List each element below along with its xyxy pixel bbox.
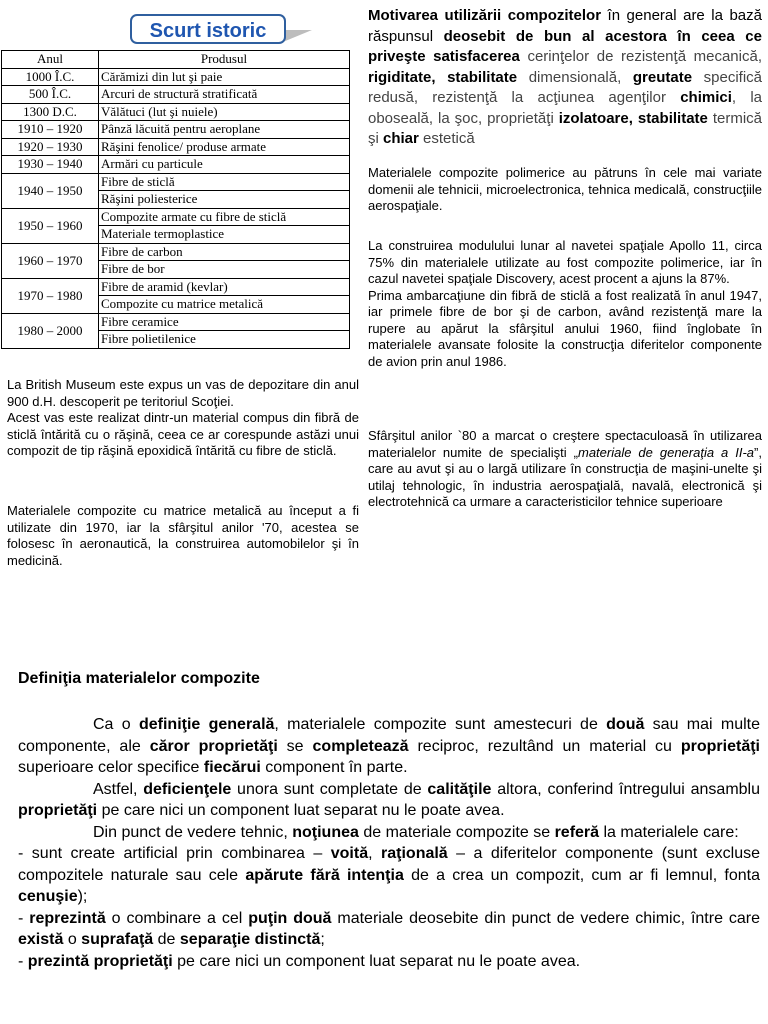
product-cell: Compozite armate cu fibre de sticlă (99, 208, 350, 226)
year-cell: 1930 – 1940 (2, 156, 99, 174)
apollo-paragraph: La construirea modulului lunar al navetei spaţiale Apollo 11, circa 75% din materialele utilizate au fost compozite polimerice, iar în cazul navetei spaţiale Discovery, acest procent a ajuns la 87%. Prima ambarcaţiune din fibră de sticlă a fost realizată în anul 1947, iar primele fibre de bor şi de carbon, având rezistenţă mare la rupere au apărut la sfârşitul anului 1960, fiind înglobate în materialele avansate folosite la construcţia diferitelor componente de avion prin anul 1986. (368, 238, 762, 369)
bold-term: apărute fără intenţia (245, 866, 404, 884)
text-segment: sau mai multe componente, ale (18, 716, 760, 755)
text-segment: de a crea un compozit, cum ar fi lemnul, fonta (403, 866, 761, 884)
text-segment: o combinare a cel (105, 909, 249, 927)
definition-list-item-1 (18, 843, 760, 908)
product-cell: Cărămizi din lut şi paie (99, 68, 350, 86)
text-segment: superioare celor specifice (18, 759, 204, 776)
bold-term: separaţie distinctă (179, 931, 321, 948)
product-cell: Materiale termoplastice (99, 226, 350, 244)
definition-list-item-2 (18, 908, 760, 951)
text-segment: , materialele compozite sunt amestecuri de (274, 716, 607, 733)
text-segment: altora, conferind întregului ansamblu (491, 780, 761, 798)
product-cell: Vălătuci (lut şi nuiele) (99, 103, 350, 121)
product-cell: Răşini fenolice/ produse armate (99, 138, 350, 156)
table-row (2, 86, 350, 104)
left-text-block-1 (7, 377, 359, 460)
table-row (2, 103, 350, 121)
text-segment: - (18, 909, 30, 927)
year-cell: 1940 – 1950 (2, 173, 99, 208)
bold-term: proprietăţi (18, 802, 98, 819)
eighties-paragraph: Sfârşitul anilor `80 a marcat o creştere spectaculoasă în utilizarea materialelor numite de specialişti „materiale de generaţia a II-a”, care au avut şi au o largă utilizare în construcţia de maşini-unelte şi utilaj tehnologic, în industria aerospaţială, navală, electronică şi electrotehnică ca urmare a caracteristicilor tehnice superioare (368, 428, 762, 509)
product-cell: Fibre de carbon (99, 243, 350, 261)
table-row (2, 208, 350, 226)
text-segment: – a diferitelor componente (sunt excluse compozitele naturale sau cele (18, 845, 761, 884)
history-table (1, 50, 350, 349)
left-text-block-2 (7, 503, 359, 569)
table-row (2, 278, 350, 296)
text-segment: la materialele care: (599, 823, 739, 841)
table-row (2, 173, 350, 191)
product-cell: Armări cu particule (99, 156, 350, 174)
column-header-product: Produsul (99, 51, 350, 69)
column-header-year: Anul (2, 51, 99, 69)
bold-term: reprezintă (29, 909, 106, 927)
year-cell: 500 Î.C. (2, 86, 99, 104)
text-segment: reciproc, rezultând un material cu (408, 737, 681, 755)
museum-paragraph: La British Museum este expus un vas de depozitare din anul 900 d.H. descoperit pe teritoriul Scoţiei. (7, 377, 359, 409)
text-segment: ); (77, 888, 88, 905)
polymer-paragraph: Materialele compozite polimerice au pătruns în cele mai variate domenii ale tehnicii, microelectronica, tehnica medicală, construcţiile aerospaţiale. (368, 165, 762, 213)
product-cell: Fibre ceramice (99, 313, 350, 331)
table-row (2, 243, 350, 261)
text-segment: component în parte. (260, 759, 408, 776)
table-header-row (2, 51, 350, 69)
text-segment: Din punct de vedere tehnic, (93, 823, 293, 841)
text-segment: se (277, 737, 313, 755)
text-segment: de materiale compozite se (358, 823, 555, 841)
section-banner (130, 14, 320, 48)
motivation-paragraph: Motivarea utilizării compozitelor în general are la bază răspunsul deosebit de bun al acestora în ceea ce priveşte satisfacerea cerinţelor de rezistenţă mecanică, rigiditate, stabilitate dimensională, greutate specifică redusă, rezistenţă la acţiunea agenţilor chimici, la oboseală, la şoc, proprietăţi izolatoare, stabilitate termică şi chiar estetică (368, 7, 762, 147)
text-segment: Ca o (93, 716, 139, 733)
vessel-paragraph: Acest vas este realizat dintr-un material compus din fibră de sticlă întărită cu o răşină, ceea ce ar corespunde astăzi unui compozit de tip răşină epoxidică întărită cu fibre de sticlă. (7, 410, 359, 458)
definition-paragraph-3 (18, 822, 760, 844)
product-cell: Fibre de aramid (kevlar) (99, 278, 350, 296)
product-cell: Fibre de bor (99, 261, 350, 279)
text-segment: materiale deosebite din punct de vedere chimic, între care (331, 909, 760, 927)
metal-matrix-paragraph: Materialele compozite cu matrice metalică au început a fi utilizate din 1970, iar la sfârşitul anilor '70, acestea se folosesc în aeronautică, la construirea automobilelor şi în medicină. (7, 503, 359, 568)
banner-title: Scurt istoric (130, 14, 286, 44)
bold-term: suprafaţă (81, 931, 154, 948)
bold-term: proprietăţi (680, 737, 760, 755)
bold-term: prezintă proprietăţi (27, 952, 173, 970)
text-segment: pe care nici un component luat separat nu le poate avea. (97, 802, 505, 819)
year-cell: 1960 – 1970 (2, 243, 99, 278)
bold-term: voită (330, 845, 369, 862)
text-segment: unora sunt completate de (231, 780, 428, 798)
definition-paragraph-1 (18, 714, 760, 779)
product-cell: Fibre de sticlă (99, 173, 350, 191)
bold-term: două (606, 716, 645, 733)
text-segment: - (18, 952, 28, 970)
definition-heading: Definiţia materialelor compozite (18, 670, 260, 687)
product-cell: Pânză lăcuită pentru aeroplane (99, 121, 350, 139)
year-cell: 1970 – 1980 (2, 278, 99, 313)
bold-term: există (18, 931, 64, 948)
bold-term: cenuşie (18, 888, 78, 905)
text-segment: , (368, 845, 382, 862)
table-row (2, 138, 350, 156)
text-segment: ; (320, 931, 325, 948)
table-row (2, 313, 350, 331)
bold-term: noţiunea (292, 823, 359, 841)
product-cell: Compozite cu matrice metalică (99, 296, 350, 314)
table-row (2, 68, 350, 86)
text-segment: Astfel, (93, 780, 144, 798)
year-cell: 1980 – 2000 (2, 313, 99, 348)
bold-term: referă (554, 823, 600, 841)
year-cell: 1000 Î.C. (2, 68, 99, 86)
bold-term: definiţie generală (138, 716, 275, 733)
bold-term: fiecărui (203, 759, 261, 776)
year-cell: 1910 – 1920 (2, 121, 99, 139)
definition-body (18, 714, 760, 972)
product-cell: Răşini poliesterice (99, 191, 350, 209)
text-segment: pe care nici un component luat separat nu le poate avea. (172, 952, 581, 970)
year-cell: 1950 – 1960 (2, 208, 99, 243)
definition-paragraph-2 (18, 779, 760, 822)
text-segment: o (63, 931, 82, 948)
bold-term: calităţile (427, 780, 492, 798)
table-row (2, 156, 350, 174)
history-table-body (2, 68, 350, 348)
text-segment: de (153, 931, 180, 948)
bold-term: completează (312, 737, 409, 755)
definition-list-item-3 (18, 951, 760, 973)
year-cell: 1920 – 1930 (2, 138, 99, 156)
product-cell: Fibre polietilenice (99, 331, 350, 349)
bold-term: raţională (381, 845, 448, 862)
table-row (2, 121, 350, 139)
product-cell: Arcuri de structură stratificată (99, 86, 350, 104)
text-segment: - sunt create artificial prin combinarea – (18, 845, 331, 862)
year-cell: 1300 D.C. (2, 103, 99, 121)
bold-term: căror proprietăţi (149, 737, 278, 755)
bold-term: deficienţele (143, 780, 232, 798)
bold-term: puţin două (248, 909, 332, 927)
